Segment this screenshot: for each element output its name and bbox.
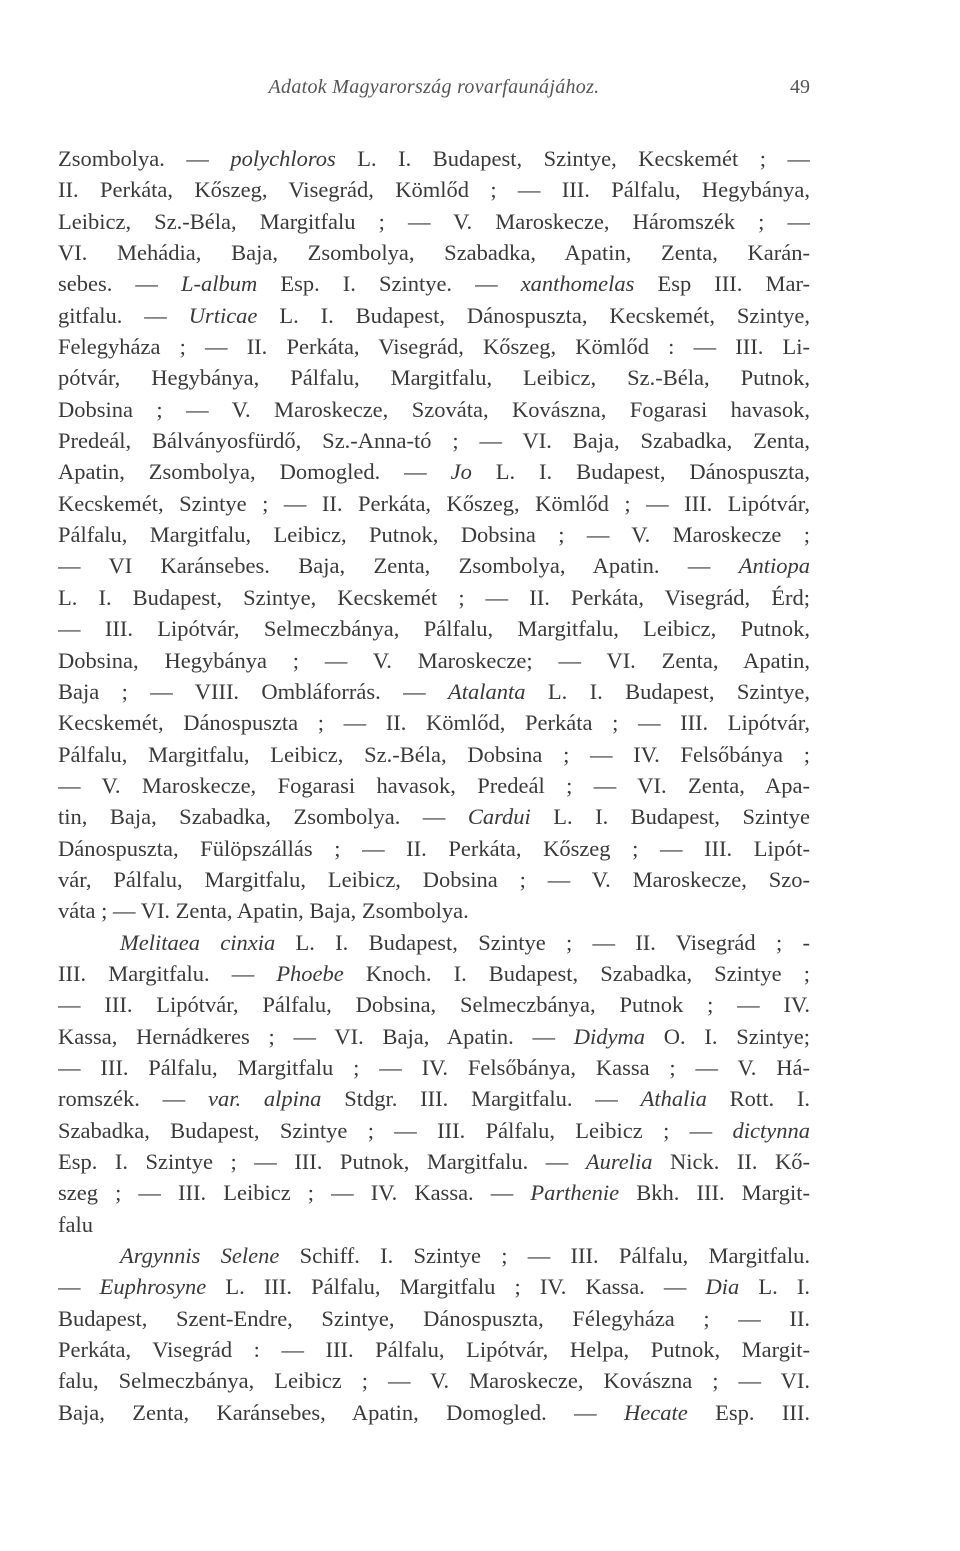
text-segment: Zsombolya. — — [58, 146, 231, 171]
text-segment: falu — [58, 1211, 93, 1237]
text-segment: Dobsina, Hegybánya ; — V. Maroskecze; — VI. Zenta, Apatin, — [58, 647, 810, 673]
text-segment: szeg ; — III. Leibicz ; — IV. Kassa. — — [58, 1180, 531, 1206]
taxon-name: Athalia — [640, 1086, 707, 1112]
running-header — [58, 76, 810, 106]
text-segment: Predeál, Bálványosfürdő, Sz.-Anna-tó ; — VI. Baja, Szabadka, Zenta, — [58, 428, 810, 454]
text-line — [58, 488, 810, 519]
text-line — [58, 237, 810, 268]
taxon-name: polychloros — [230, 146, 336, 171]
text-segment: L. I. Budapest, Szintye ; — II. Visegrád ; - — [275, 929, 810, 955]
text-line — [58, 1052, 810, 1083]
text-line — [58, 550, 810, 581]
taxon-name: Atalanta — [448, 678, 526, 704]
text-segment: romszék. — — [58, 1086, 208, 1112]
text-segment: Apatin, Zsombolya, Domogled. — — [58, 459, 451, 485]
text-line — [58, 1334, 810, 1365]
taxon-name: Jo — [450, 459, 472, 485]
taxon-name: Argynnis Selene — [120, 1243, 280, 1269]
body-text — [58, 143, 810, 1428]
text-segment: Esp III. Mar- — [634, 271, 810, 297]
taxon-name: Phoebe — [276, 960, 344, 986]
text-line — [58, 362, 810, 393]
text-line — [58, 1240, 810, 1271]
taxon-name: xanthomelas — [520, 271, 635, 297]
text-segment: O. I. Szintye; — [645, 1023, 810, 1049]
text-segment: Esp. I. Szintye. — — [257, 271, 521, 297]
text-segment: — III. Pálfalu, Margitfalu ; — IV. Felsőbánya, Kassa ; — V. Há- — [58, 1054, 810, 1080]
text-segment: Felegyháza ; — II. Perkáta, Visegrád, Kőszeg, Kömlőd : — III. Li- — [58, 334, 810, 360]
text-segment: Rott. I. — [706, 1086, 810, 1112]
text-line — [58, 1115, 810, 1146]
text-line — [58, 425, 810, 456]
taxon-name: Aurelia — [585, 1149, 653, 1174]
taxon-name: Urticae — [188, 302, 258, 328]
text-segment: vár, Pálfalu, Margitfalu, Leibicz, Dobsina ; — V. Maroskecze, Szo- — [58, 866, 810, 892]
text-line — [58, 927, 810, 958]
text-line — [58, 707, 810, 738]
text-segment: — — [58, 1274, 100, 1300]
text-line — [58, 1209, 810, 1240]
text-segment: Szabadka, Budapest, Szintye ; — III. Pálfalu, Leibicz ; — — [58, 1117, 733, 1143]
page-number: 49 — [790, 76, 810, 98]
text-line — [58, 1271, 810, 1302]
text-segment: Baja, Zenta, Karánsebes, Apatin, Domogled. — — [58, 1399, 625, 1425]
text-segment: sebes. — — [58, 271, 181, 297]
text-segment: Kecskemét, Dánospuszta ; — II. Kömlőd, Perkáta ; — III. Lipótvár, — [58, 710, 810, 736]
text-segment: Perkáta, Visegrád : — III. Pálfalu, Lipótvár, Helpa, Putnok, Margit- — [58, 1337, 810, 1363]
text-segment: VI. Mehádia, Baja, Zsombolya, Szabadka, Apatin, Zenta, Karán- — [58, 240, 810, 266]
text-segment: L. I. Budapest, Szintye — [530, 804, 810, 830]
text-segment: tin, Baja, Szabadka, Zsombolya. — — [58, 804, 468, 830]
text-segment: Budapest, Szent-Endre, Szintye, Dánospuszta, Félegyháza ; — II. — [58, 1305, 810, 1331]
text-line — [58, 268, 810, 299]
taxon-name: L-album — [181, 271, 258, 297]
text-segment: L. I. Budapest, Dánospuszta, Kecskemét, Szintye, — [257, 302, 810, 328]
text-segment: L. I. Budapest, Dánospuszta, — [471, 459, 810, 485]
text-line — [58, 300, 810, 331]
text-segment: Leibicz, Sz.-Béla, Margitfalu ; — V. Maroskecze, Háromszék ; — — [58, 208, 810, 234]
text-segment: Bkh. III. Margit- — [619, 1180, 810, 1206]
text-segment: Esp. III. — [687, 1399, 810, 1425]
text-line — [58, 739, 810, 770]
text-line — [58, 613, 810, 644]
taxon-name: dictynna — [732, 1117, 810, 1143]
text-line — [58, 1083, 810, 1114]
taxon-name: Antiopa — [738, 553, 810, 579]
text-segment: Kecskemét, Szintye ; — II. Perkáta, Kőszeg, Kömlőd ; — III. Lipótvár, — [58, 490, 810, 516]
text-segment: Kassa, Hernádkeres ; — VI. Baja, Apatin. — — [58, 1023, 574, 1049]
text-line — [58, 895, 810, 926]
text-line — [58, 519, 810, 550]
taxon-name: Cardui — [467, 804, 531, 830]
text-segment: L. I. Budapest, Szintye, Kecskemét ; — II. Perkáta, Visegrád, Érd; — [58, 584, 810, 610]
text-segment: — V. Maroskecze, Fogarasi havasok, Predeál ; — VI. Zenta, Apa- — [58, 772, 810, 798]
taxon-name: var. alpina — [207, 1086, 322, 1112]
text-line — [58, 174, 810, 205]
text-line — [58, 394, 810, 425]
text-line — [58, 1146, 810, 1177]
text-segment: váta ; — VI. Zenta, Apatin, Baja, Zsombolya. — [58, 898, 469, 924]
text-segment: Baja ; — VIII. Ombláforrás. — — [58, 678, 449, 704]
text-line — [58, 456, 810, 487]
text-segment: falu, Selmeczbánya, Leibicz ; — V. Maroskecze, Kovászna ; — VI. — [58, 1368, 810, 1394]
text-line — [58, 1397, 810, 1428]
text-line — [58, 206, 810, 237]
text-segment: L. III. Pálfalu, Margitfalu ; IV. Kassa. — — [206, 1274, 706, 1300]
text-segment: Nick. II. Kő- — [652, 1149, 810, 1174]
text-segment: Dánospuszta, Fülöpszállás ; — II. Perkáta, Kőszeg ; — III. Lipót- — [58, 835, 810, 861]
text-line — [58, 864, 810, 895]
taxon-name: Hecate — [624, 1399, 688, 1425]
text-segment: — VI Karánsebes. Baja, Zenta, Zsombolya, Apatin. — — [58, 553, 739, 579]
text-segment: pótvár, Hegybánya, Pálfalu, Margitfalu, Leibicz, Sz.-Béla, Putnok, — [58, 365, 810, 391]
text-segment: Stdgr. III. Margitfalu. — — [321, 1086, 641, 1112]
text-segment: Dobsina ; — V. Maroskecze, Szováta, Kovászna, Fogarasi havasok, — [58, 396, 810, 422]
text-segment: Schiff. I. Szintye ; — III. Pálfalu, Margitfalu. — [279, 1243, 810, 1269]
text-segment: Knoch. I. Budapest, Szabadka, Szintye ; — [343, 960, 810, 986]
text-segment: L. I. Budapest, Szintye, Kecskemét ; — — [335, 146, 810, 171]
text-line — [58, 331, 810, 362]
text-line — [58, 1021, 810, 1052]
text-line — [58, 770, 810, 801]
text-line — [58, 1365, 810, 1396]
text-line — [58, 989, 810, 1020]
text-segment: gitfalu. — — [58, 302, 189, 328]
text-line — [58, 676, 810, 707]
taxon-name: Dia — [705, 1274, 740, 1300]
text-line — [58, 582, 810, 613]
text-segment: L. I. Budapest, Szintye, — [525, 678, 810, 704]
page-header-title: Adatok Magyarország rovarfaunájához. — [268, 76, 600, 98]
text-line — [58, 833, 810, 864]
taxon-name: Parthenie — [530, 1180, 620, 1206]
text-segment: — III. Lipótvár, Pálfalu, Dobsina, Selmeczbánya, Putnok ; — IV. — [58, 992, 810, 1018]
taxon-name: Euphrosyne — [99, 1274, 207, 1300]
text-line — [58, 801, 810, 832]
text-line — [58, 958, 810, 989]
text-segment: II. Perkáta, Kőszeg, Visegrád, Kömlőd ; — III. Pálfalu, Hegybánya, — [58, 177, 810, 203]
taxon-name: Didyma — [573, 1023, 645, 1049]
text-segment: — III. Lipótvár, Selmeczbánya, Pálfalu, Margitfalu, Leibicz, Putnok, — [58, 616, 810, 642]
text-segment: Pálfalu, Margitfalu, Leibicz, Putnok, Dobsina ; — V. Maroskecze ; — [58, 522, 810, 548]
text-line — [58, 143, 810, 174]
text-segment: Esp. I. Szintye ; — III. Putnok, Margitfalu. — — [58, 1149, 586, 1174]
text-line — [58, 1177, 810, 1208]
text-segment: L. I. — [739, 1274, 810, 1300]
taxon-name: Melitaea cinxia — [120, 929, 276, 955]
text-segment: III. Margitfalu. — — [58, 960, 277, 986]
text-line — [58, 1303, 810, 1334]
text-segment: Pálfalu, Margitfalu, Leibicz, Sz.-Béla, Dobsina ; — IV. Felsőbánya ; — [58, 741, 810, 767]
text-line — [58, 645, 810, 676]
